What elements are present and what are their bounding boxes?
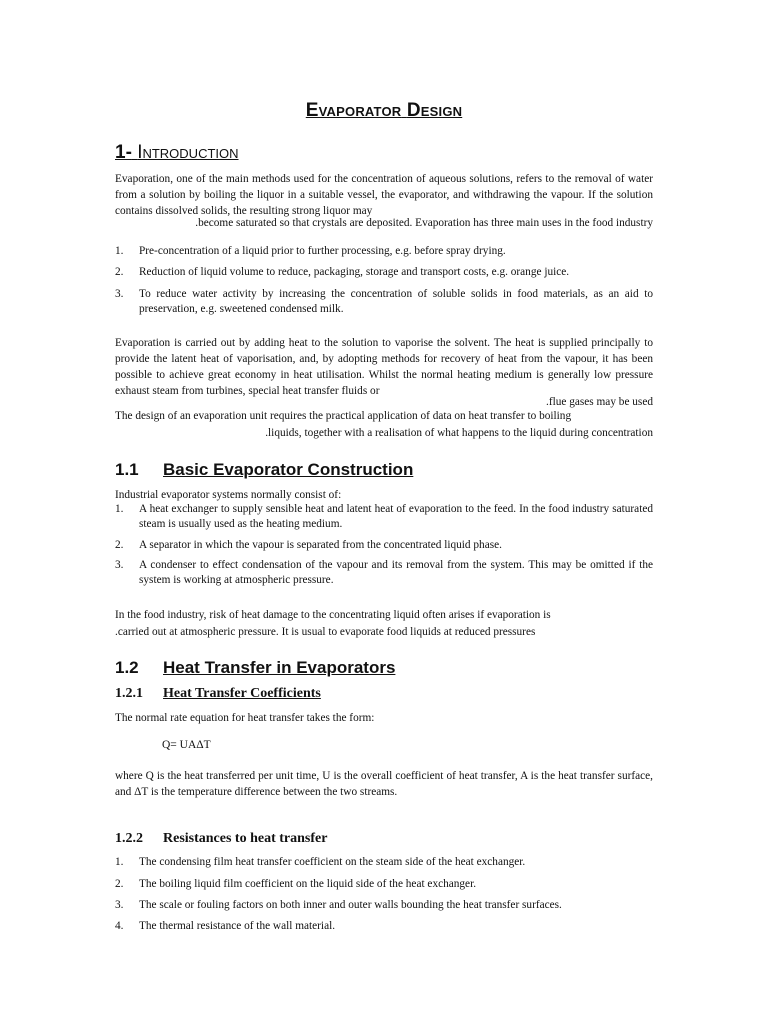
list-item: 1. Pre-concentration of a liquid prior to further processing, e.g. before spray drying. (115, 245, 506, 257)
list-item: 2. Reduction of liquid volume to reduce, packaging, storage and transport costs, e.g. orange juice. (115, 266, 570, 278)
list-item: 2. A separator in which the vapour is separated from the concentrated liquid phase. (115, 539, 502, 551)
intro-paragraph-3: The design of an evaporation unit requires the practical application of data on heat transfer to boiling (115, 410, 572, 422)
intro-paragraph-1-last-line: .become saturated so that crystals are deposited. Evaporation has three main uses in the food industry (195, 217, 653, 229)
section-heading-introduction: 1- Introduction (115, 142, 239, 163)
section-heading-1-2-1: 1.2.1 Heat Transfer Coefficients (115, 686, 321, 701)
list-item: 3. A condenser to effect condensation of the vapour and its removal from the system. This may be omitted if the system is working at atmospheric pressure. (115, 559, 653, 586)
construction-lead: Industrial evaporator systems normally consist of: (115, 489, 342, 501)
intro-paragraph-2-last-line: .flue gases may be used (546, 396, 653, 408)
intro-paragraph-2: Evaporation is carried out by adding heat to the solution to vaporise the solvent. The heat is supplied principally to provide the latent heat of vaporisation, and, by adopting methods for recovery of heat from the vapour, it has been possible to achieve great economy in heat utilisation. Whilst the normal heating medium is generally low pressure exhaust steam from turbines, special heat transfer fluids or (115, 337, 653, 397)
intro-paragraph-3-last-line: .liquids, together with a realisation of what happens to the liquid during concentration (265, 427, 653, 439)
list-item: 2. The boiling liquid film coefficient on the liquid side of the heat exchanger. (115, 878, 477, 890)
heat-transfer-equation: Q= UAΔT (162, 739, 211, 751)
list-item: 3. To reduce water activity by increasing the concentration of soluble solids in food materials, as an aid to preservation, e.g. sweetened condensed milk. (115, 288, 653, 315)
equation-explanation: where Q is the heat transferred per unit time, U is the overall coefficient of heat transfer, A is the heat transfer surface, and ΔT is the temperature difference between the two streams. (115, 770, 653, 798)
list-item: 1. A heat exchanger to supply sensible heat and latent heat of evaporation to the feed. In the food industry saturated steam is usually used as the heating medium. (115, 503, 653, 530)
section-heading-1-2: 1.2 Heat Transfer in Evaporators (115, 658, 396, 677)
section-heading-1-1: 1.1 Basic Evaporator Construction (115, 460, 414, 479)
intro-paragraph-1: Evaporation, one of the main methods used for the concentration of aqueous solutions, refers to the removal of water from a solution by boiling the liquor in a suitable vessel, the evaporator, and withdrawing the vapour. If the solution contains dissolved solids, the resulting strong liquor may (115, 173, 653, 217)
section-heading-1-2-2: 1.2.2 Resistances to heat transfer (115, 831, 328, 846)
rate-equation-lead: The normal rate equation for heat transfer takes the form: (115, 712, 375, 724)
document-title: Evaporator Design (305, 100, 463, 121)
list-item: 4. The thermal resistance of the wall material. (115, 920, 336, 932)
list-item: 3. The scale or fouling factors on both inner and outer walls bounding the heat transfer surfaces. (115, 899, 562, 911)
construction-paragraph: In the food industry, risk of heat damage to the concentrating liquid often arises if evaporation is (115, 609, 551, 621)
list-item: 1. The condensing film heat transfer coefficient on the steam side of the heat exchanger. (115, 856, 526, 868)
construction-paragraph-last-line: .carried out at atmospheric pressure. It is usual to evaporate food liquids at reduced pressures (115, 626, 536, 638)
